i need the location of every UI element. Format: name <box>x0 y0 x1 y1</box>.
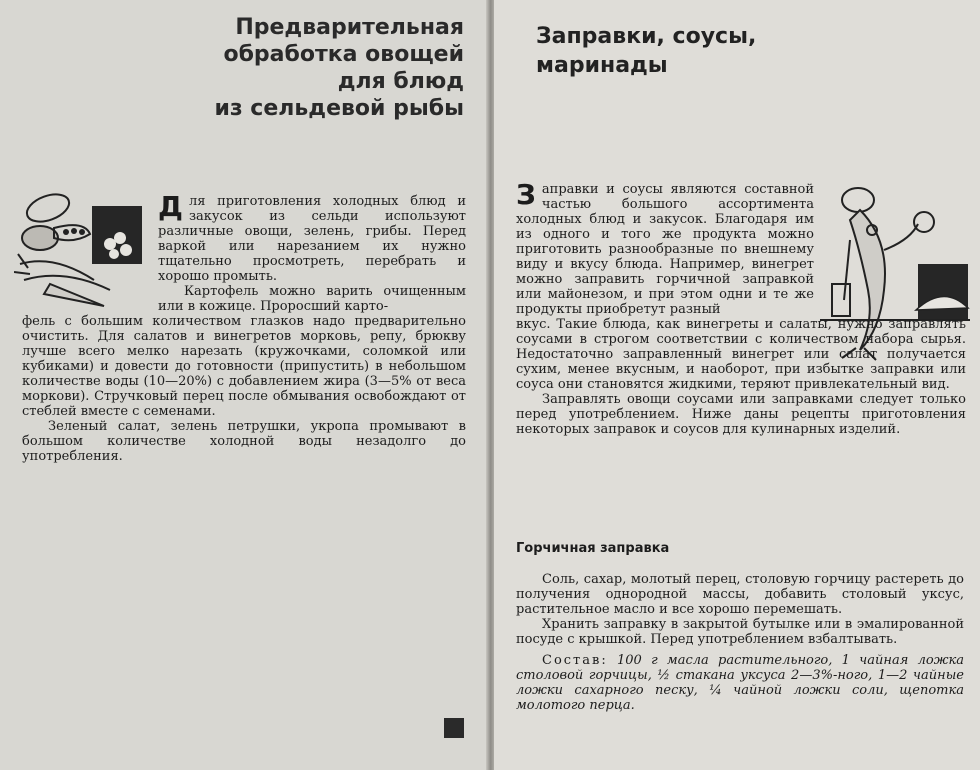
right-paragraph-1 <box>516 178 814 317</box>
left-title-line: Предварительная <box>235 15 464 40</box>
left-title-line: из сельдевой рыбы <box>214 96 464 121</box>
right-dropcap: З <box>516 178 536 211</box>
composition-label: Состав: <box>542 653 608 668</box>
recipe-paragraph-1: Соль, сахар, молотый перец, столовую горчицу растереть до получения однородной массы, добавить столовый уксус, растительное масло и все хорошо перемешать. <box>516 572 964 617</box>
right-paragraph-1-text: аправки и соусы являются составной частью большого ассортимента холодных блюд и закусок. Благодаря им из одного и того же продукта можно приготовить разнообразные по внешнему виду и вкусу блюда. Например, винегрет можно заправить горчичной заправкой или майонезом, и при этом одни и те же продукты приобретут разный <box>516 182 814 317</box>
left-paragraph-2-rest: фель с большим количеством глазков надо предварительно очистить. Для салатов и винегретов морковь, репу, брюкву лучше всего мелко нарезать (кружочками, соломкой или кубиками) и довести до готовности (припустить) в небольшом количестве воды (10—20%) с добавлением жира (3—5% от веса моркови). Стручковый перец после обмывания освобождают от стеблей вместе с семенами. <box>22 314 466 419</box>
left-dropcap: Д <box>158 190 183 223</box>
left-paragraph-1: ля приготовления холодных блюд и закусок из сельди используют различные овощи, зелень, грибы. Перед варкой или нарезанием их нужно тщательно просмотреть, перебрать и хорошо промыть. <box>158 194 466 284</box>
right-page <box>494 0 980 770</box>
right-title-line: маринады <box>536 53 668 78</box>
recipe-paragraph-2: Хранить заправку в закрытой бутылке или в эмалированной посуде с крышкой. Перед употреблением взбалтывать. <box>516 617 964 647</box>
right-title-line: Заправки, соусы, <box>536 24 757 49</box>
left-paragraph-3: Зеленый салат, зелень петрушки, укропа промывают в большом количестве холодной воды незадолго до употребления. <box>22 419 466 464</box>
right-paragraph-2: Заправлять овощи соусами или заправками следует только перед употреблением. Ниже даны рецепты приготовления некоторых заправок и соусов для кулинарных изделий. <box>516 392 966 437</box>
recipe-heading: Горчичная заправка <box>516 541 670 556</box>
left-paragraph-2-start: Картофель можно варить очищенным или в кожице. Проросший карто- <box>158 284 466 314</box>
left-title-line: обработка овощей <box>223 42 464 67</box>
composition-text: 100 г масла растительного, 1 чайная ложка столовой горчицы, ½ стакана уксуса 2—3%-ного, 1—2 чайные ложки сахарного песку, ¼ чайной ложки соли, щепотка молотого перца. <box>516 653 964 713</box>
right-paragraph-1-rest: вкус. Такие блюда, как винегреты и салаты, нужно заправлять соусами в строгом соответствии с количеством набора сырья. Недостаточно заправленный винегрет или салат получается сухим, менее вкусным, и наоборот, при избытке заправки или соуса они становятся жидкими, теряют привлекательный вид. <box>516 317 966 392</box>
left-title-line: для блюд <box>337 69 464 94</box>
right-page-title <box>536 22 836 80</box>
left-page <box>0 0 488 770</box>
square-marker-icon <box>444 718 464 738</box>
recipe-composition <box>516 653 964 713</box>
left-page-title <box>164 14 464 122</box>
